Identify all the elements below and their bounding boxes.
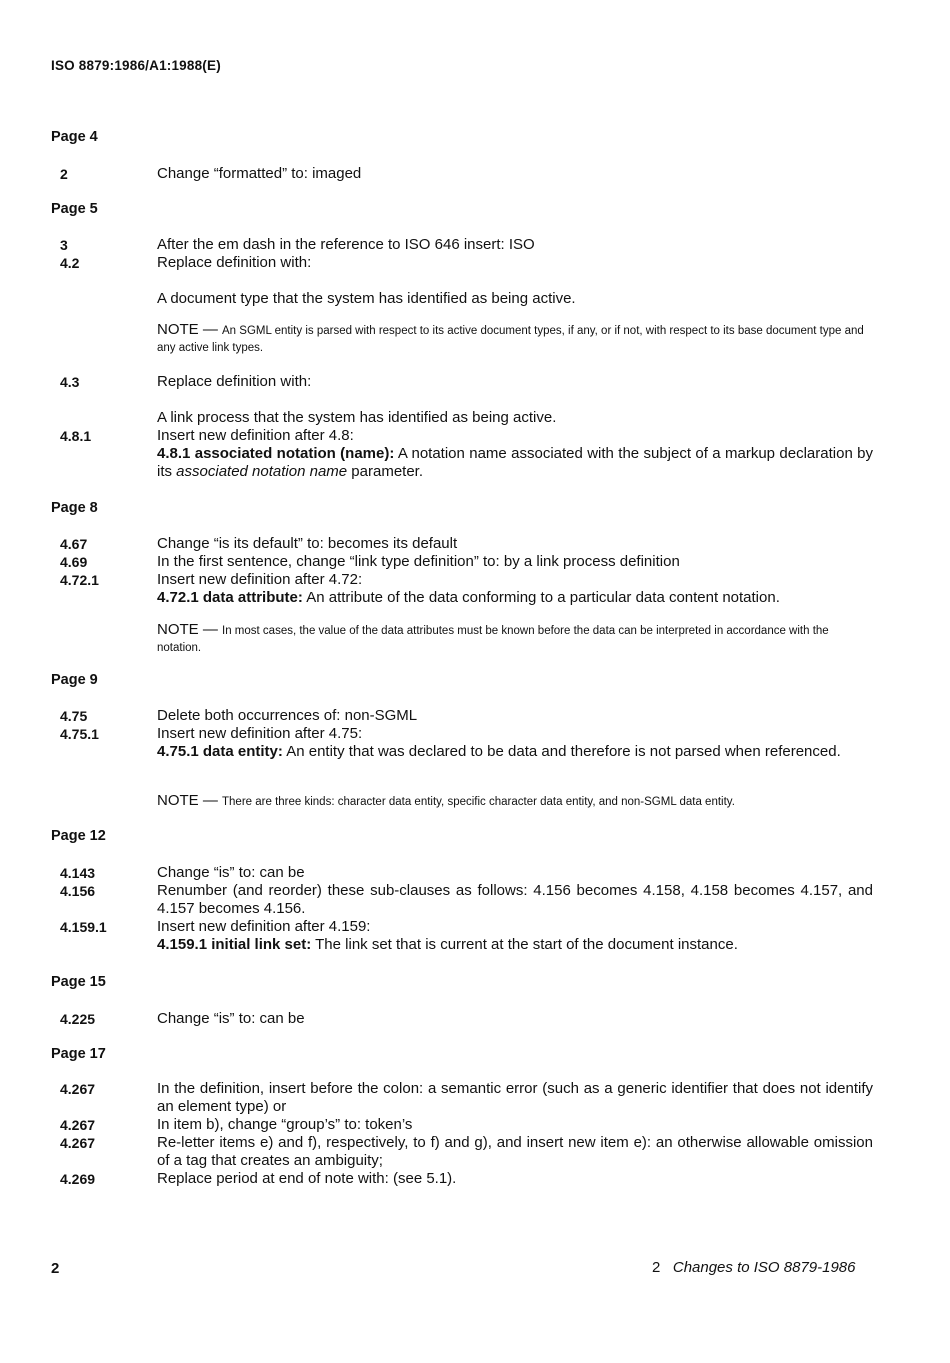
clause-number: 2 [60,166,68,182]
note-text: An SGML entity is parsed with respect to its active document types, if any, or if not, with respect to its base document type and any active link types. [157,325,864,354]
clause-number: 4.267 [60,1081,96,1097]
page-heading: Page 9 [51,672,98,688]
note [157,622,873,656]
definition-block [157,743,873,761]
note-label: NOTE — [157,792,218,809]
change-instruction: Renumber (and reorder) these sub-clauses as follows: 4.156 becomes 4.158, 4.158 becomes 4.157, and 4.157 becomes 4.156. [157,882,873,917]
note-label: NOTE — [157,621,218,638]
change-instruction: Insert new definition after 4.8: [157,427,354,444]
section-title: Changes to ISO 8879-1986 [672,1259,856,1276]
definition-block [157,936,873,954]
clause-number: 4.269 [60,1171,96,1187]
document-id: ISO 8879:1986/A1:1988(E) [51,58,221,73]
defined-term: 4.72.1 data attribute: [157,589,303,606]
definition-italic: associated notation name [176,463,348,480]
change-instruction: Replace period at end of note with: (see 5.1). [157,1170,457,1187]
change-instruction: Change “is” to: can be [157,1010,305,1027]
change-instruction: Change “is its default” to: becomes its default [157,535,458,552]
definition-text: parameter. [351,463,424,480]
clause-number: 4.143 [60,865,96,881]
change-instruction: Insert new definition after 4.159: [157,918,371,935]
clause-number: 4.267 [60,1135,96,1151]
definition-text: A document type that the system has identified as being active. [157,290,576,307]
note-text: There are three kinds: character data entity, specific character data entity, and non-SGML data entity. [222,796,735,808]
clause-number: 4.159.1 [60,919,107,935]
section-number: 2 [652,1259,661,1276]
definition-text: An entity that was declared to be data and therefore is not parsed when referenced. [286,743,841,760]
change-instruction: In item b), change “group’s” to: token’s [157,1116,413,1133]
page-heading: Page 15 [51,974,106,990]
running-footer [652,1259,856,1276]
defined-term: 4.75.1 data entity: [157,743,283,760]
note [157,322,873,356]
change-instruction: Re-letter items e) and f), respectively, to f) and g), and insert new item e): an otherwise allowable omission of a tag that creates an ambiguity; [157,1134,873,1169]
page-heading: Page 4 [51,129,98,145]
definition-text: A notation name associated with the subject of a markup declaration by its [157,445,874,480]
page-heading: Page 5 [51,201,98,217]
change-instruction: Delete both occurrences of: non-SGML [157,707,418,724]
clause-number: 4.267 [60,1117,96,1133]
defined-term: 4.159.1 initial link set: [157,936,312,953]
clause-number: 4.2 [60,255,80,271]
definition-text: A link process that the system has identified as being active. [157,409,557,426]
note-text: In most cases, the value of the data attributes must be known before the data can be interpreted in accordance with the notation. [157,625,829,654]
clause-number: 4.225 [60,1011,96,1027]
clause-number: 4.156 [60,883,96,899]
change-instruction: Insert new definition after 4.72: [157,571,363,588]
clause-number: 4.72.1 [60,572,99,588]
clause-number: 4.75.1 [60,726,99,742]
clause-number: 4.3 [60,374,80,390]
change-instruction: Change “is” to: can be [157,864,305,881]
definition-block [157,589,873,607]
definition-block [157,445,873,481]
clause-number: 4.69 [60,554,88,570]
note [157,793,873,810]
change-instruction: Replace definition with: [157,254,312,271]
note-label: NOTE — [157,321,218,338]
definition-text: An attribute of the data conforming to a particular data content notation. [306,589,780,606]
page-heading: Page 12 [51,828,106,844]
change-instruction: Replace definition with: [157,373,312,390]
clause-number: 4.75 [60,708,88,724]
definition-text: The link set that is current at the start of the document instance. [315,936,738,953]
page-heading: Page 17 [51,1046,106,1062]
change-instruction: Change “formatted” to: imaged [157,165,362,182]
clause-number: 3 [60,237,68,253]
page-heading: Page 8 [51,500,98,516]
defined-term: 4.8.1 associated notation (name): [157,445,395,462]
clause-number: 4.67 [60,536,88,552]
page-number: 2 [51,1260,60,1277]
change-instruction: Insert new definition after 4.75: [157,725,363,742]
change-instruction: In the definition, insert before the colon: a semantic error (such as a generic identifier that does not identify an element type) or [157,1080,873,1115]
change-instruction: After the em dash in the reference to ISO 646 insert: ISO [157,236,535,253]
change-instruction: In the first sentence, change “link type definition” to: by a link process definition [157,553,680,570]
clause-number: 4.8.1 [60,428,92,444]
